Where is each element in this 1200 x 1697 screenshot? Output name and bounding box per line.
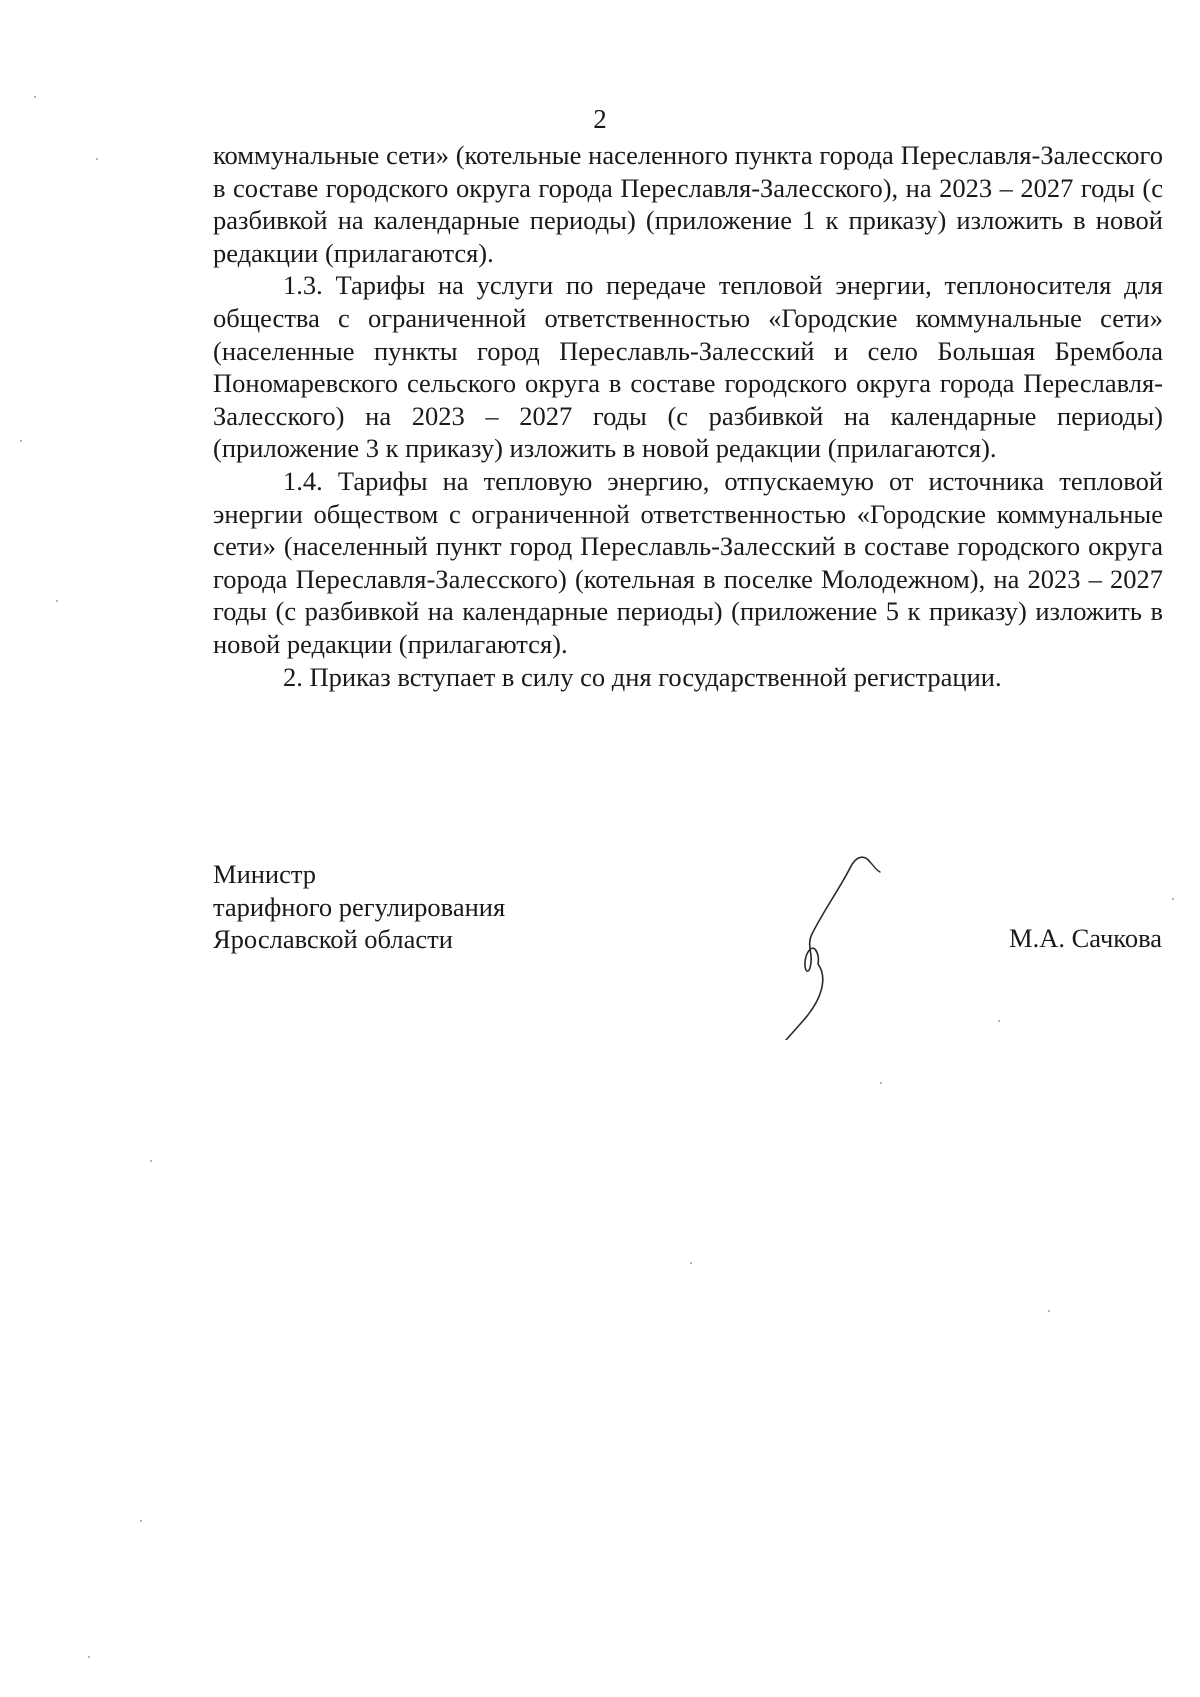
signatory-title-line: Министр xyxy=(213,859,317,889)
scan-speck xyxy=(20,440,22,442)
signatory-title-line: Ярославской области xyxy=(213,924,453,955)
scan-speck xyxy=(998,1020,1000,1022)
paragraph-item-1-4: 1.4. Тарифы на тепловую энергию, отпускаемую от источника тепловой энергии обществом с ограниченной ответственностью «Городские коммунальные сети» (населенный пункт город Переславль-Залесский в составе городского округа города Переславля-Залесского) (котельная в поселке Молодежном), на 2023 – 2027 годы (с разбивкой на календарные периоды) (приложение 5 к приказу) изложить в новой редакции (прилагаются). xyxy=(213,465,1163,659)
scan-speck xyxy=(150,1160,152,1162)
scan-speck xyxy=(1048,1310,1050,1312)
signatory-title xyxy=(213,858,505,956)
scan-speck xyxy=(56,600,58,602)
scan-speck xyxy=(690,1262,692,1264)
document-body xyxy=(213,139,1163,693)
scan-speck xyxy=(96,158,98,160)
signatory-name: М.А. Сачкова xyxy=(1009,923,1162,953)
scan-speck xyxy=(140,1520,142,1522)
scan-speck xyxy=(880,1082,882,1084)
paragraph-item-1-3: 1.3. Тарифы на услуги по передаче тепловой энергии, теплоносителя для общества с ограниченной ответственностью «Городские коммунальные сети» (населенные пункты город Переславль-Залесский и село Большая Брембола Пономаревского сельского округа в составе городского округа города Переславля-Залесского) на 2023 – 2027 годы (с разбивкой на календарные периоды) (приложение 3 к приказу) изложить в новой редакции (прилагаются). xyxy=(213,270,1163,464)
handwritten-signature xyxy=(780,850,900,1040)
paragraph-continuation: коммунальные сети» (котельные населенного пункта города Переславля-Залесского в составе городского округа города Переславля-Залесского), на 2023 – 2027 годы (с разбивкой на календарные периоды) (приложение 1 к приказу) изложить в новой редакции (прилагаются). xyxy=(213,140,1163,268)
scan-speck xyxy=(34,96,36,98)
scan-speck xyxy=(1172,898,1174,900)
scan-speck xyxy=(88,1656,90,1658)
signatory-title-line: тарифного регулирования xyxy=(213,891,506,922)
paragraph-item-2: 2. Приказ вступает в силу со дня государственной регистрации. xyxy=(283,661,1002,692)
page-number: 2 xyxy=(593,104,607,134)
